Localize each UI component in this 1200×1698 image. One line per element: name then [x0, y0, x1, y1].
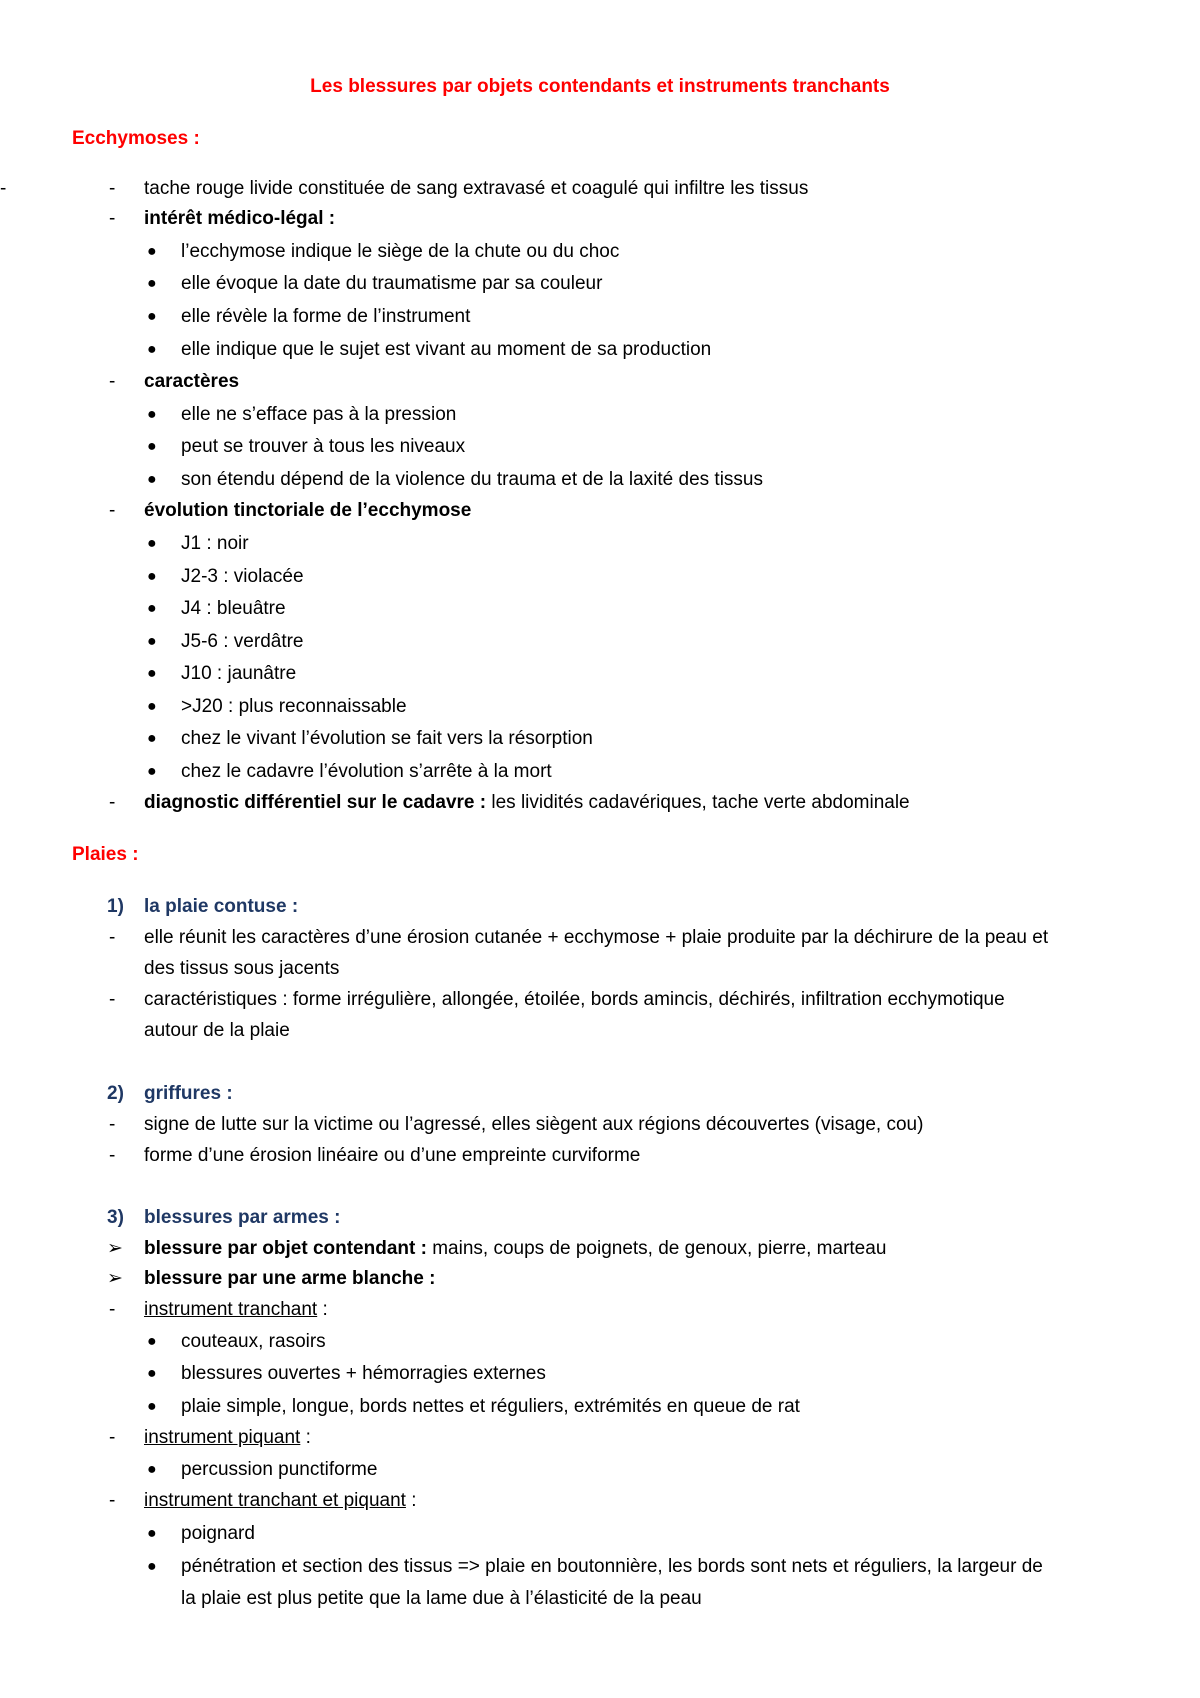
dash-marker: -	[109, 1145, 116, 1166]
list-item-value: les lividités cadavériques, tache verte abdominale	[486, 792, 910, 813]
list-item-text: chez le cadavre l’évolution s’arrête à la mort	[181, 761, 552, 782]
list-item-text: J1 : noir	[181, 533, 249, 554]
dash-marker: -	[109, 178, 116, 199]
bullet-icon: ●	[147, 730, 157, 747]
dash-marker: -	[109, 1114, 116, 1135]
list-item-text: J10 : jaunâtre	[181, 663, 297, 684]
list-item-text: peut se trouver à tous les niveaux	[181, 436, 466, 457]
list-item-text: J4 : bleuâtre	[181, 598, 286, 619]
bullet-icon: ●	[147, 1333, 157, 1350]
dash-marker: -	[109, 1427, 116, 1448]
list-item-text	[144, 1426, 311, 1450]
list-item-label-underlined: instrument piquant	[144, 1427, 301, 1448]
list-item-value: mains, coups de poignets, de genoux, pierre, marteau	[426, 1238, 887, 1259]
list-item-text	[144, 1298, 328, 1322]
list-item-text: couteaux, rasoirs	[181, 1331, 326, 1352]
bullet-icon: ●	[147, 1461, 157, 1478]
list-item-label: blessure par objet contendant :	[144, 1238, 427, 1259]
list-item-text: elle indique que le sujet est vivant au moment de sa production	[181, 339, 712, 360]
list-item-label: blessure par une arme blanche :	[144, 1268, 436, 1289]
dash-marker: -	[109, 927, 116, 948]
list-item-text: elle évoque la date du traumatisme par sa couleur	[181, 273, 603, 294]
subsection-number: 2)	[107, 1083, 124, 1104]
list-item-text: blessures ouvertes + hémorragies externes	[181, 1363, 546, 1384]
list-item-text: signe de lutte sur la victime ou l’agressé, elles siègent aux régions découvertes (visage, cou)	[144, 1114, 924, 1135]
list-item-text: elle révèle la forme de l’instrument	[181, 306, 471, 327]
list-item-text	[144, 791, 910, 815]
colon: :	[405, 1490, 417, 1511]
subsection-title: griffures :	[144, 1083, 233, 1104]
list-item-text: poignard	[181, 1523, 255, 1544]
bullet-icon: ●	[147, 406, 157, 423]
list-item-label-underlined: instrument tranchant et piquant	[144, 1490, 406, 1511]
list-item-label-evolution: évolution tinctoriale de l’ecchymose	[144, 500, 472, 521]
dash-marker: -	[109, 1299, 116, 1320]
bullet-icon: ●	[147, 275, 157, 292]
dash-marker: -	[109, 989, 116, 1010]
subsection-title: la plaie contuse :	[144, 896, 299, 917]
dash-marker: -	[0, 178, 7, 199]
document-title: Les blessures par objets contendants et instruments tranchants	[310, 76, 890, 97]
section-heading-ecchymoses: Ecchymoses :	[72, 128, 200, 149]
subsection-number: 1)	[107, 896, 124, 917]
bullet-icon: ●	[147, 1398, 157, 1415]
list-item-text	[144, 1237, 886, 1261]
bullet-icon: ●	[147, 698, 157, 715]
list-item-text: son étendu dépend de la violence du trauma et de la laxité des tissus	[181, 469, 763, 490]
list-item-text: plaie simple, longue, bords nettes et réguliers, extrémités en queue de rat	[181, 1396, 800, 1417]
bullet-icon: ●	[147, 633, 157, 650]
bullet-icon: ●	[147, 243, 157, 260]
list-item-text: tache rouge livide constituée de sang extravasé et coagulé qui infiltre les tissus	[144, 178, 809, 199]
list-item-text: autour de la plaie	[144, 1020, 290, 1041]
bullet-icon: ●	[147, 341, 157, 358]
bullet-icon: ●	[147, 665, 157, 682]
bullet-icon: ●	[147, 1365, 157, 1382]
list-item-text: elle ne s’efface pas à la pression	[181, 404, 457, 425]
list-item-text: elle réunit les caractères d’une érosion cutanée + ecchymose + plaie produite par la déchirure de la peau et	[144, 927, 1049, 948]
dash-marker: -	[109, 371, 116, 392]
list-item-label-underlined: instrument tranchant	[144, 1299, 318, 1320]
list-item-label-caracteres: caractères	[144, 371, 240, 392]
bullet-icon: ●	[147, 308, 157, 325]
bullet-icon: ●	[147, 438, 157, 455]
list-item-text: forme d’une érosion linéaire ou d’une empreinte curviforme	[144, 1145, 641, 1166]
list-item-text: chez le vivant l’évolution se fait vers la résorption	[181, 728, 593, 749]
bullet-icon: ●	[147, 535, 157, 552]
colon: :	[317, 1299, 328, 1320]
list-item-text: percussion punctiforme	[181, 1459, 378, 1480]
subsection-number: 3)	[107, 1207, 124, 1228]
list-item-text: caractéristiques : forme irrégulière, allongée, étoilée, bords amincis, déchirés, infiltration ecchymotique	[144, 989, 1005, 1010]
section-heading-plaies: Plaies :	[72, 844, 139, 865]
list-item-text: J5-6 : verdâtre	[181, 631, 304, 652]
list-item-text: la plaie est plus petite que la lame due à l’élasticité de la peau	[181, 1588, 702, 1609]
bullet-icon: ●	[147, 568, 157, 585]
list-item-text	[144, 1489, 417, 1513]
dash-marker: -	[109, 208, 116, 229]
dash-marker: -	[109, 500, 116, 521]
list-item-label-diagnostic: diagnostic différentiel sur le cadavre :	[144, 792, 487, 813]
subsection-title: blessures par armes :	[144, 1207, 341, 1228]
bullet-icon: ●	[147, 600, 157, 617]
list-item-label-interet: intérêt médico-légal :	[144, 208, 336, 229]
colon: :	[300, 1427, 311, 1448]
bullet-icon: ●	[147, 763, 157, 780]
arrow-bullet-icon: ➢	[107, 1268, 123, 1289]
list-item-text: l’ecchymose indique le siège de la chute ou du choc	[181, 241, 620, 262]
bullet-icon: ●	[147, 1525, 157, 1542]
dash-marker: -	[109, 1490, 116, 1511]
list-item-text: des tissus sous jacents	[144, 958, 340, 979]
arrow-bullet-icon: ➢	[107, 1238, 123, 1259]
list-item-text: pénétration et section des tissus => plaie en boutonnière, les bords sont nets et réguliers, la largeur de	[181, 1556, 1043, 1577]
dash-marker: -	[109, 792, 116, 813]
bullet-icon: ●	[147, 471, 157, 488]
list-item-text: >J20 : plus reconnaissable	[181, 696, 407, 717]
bullet-icon: ●	[147, 1558, 157, 1575]
list-item-text: J2-3 : violacée	[181, 566, 304, 587]
